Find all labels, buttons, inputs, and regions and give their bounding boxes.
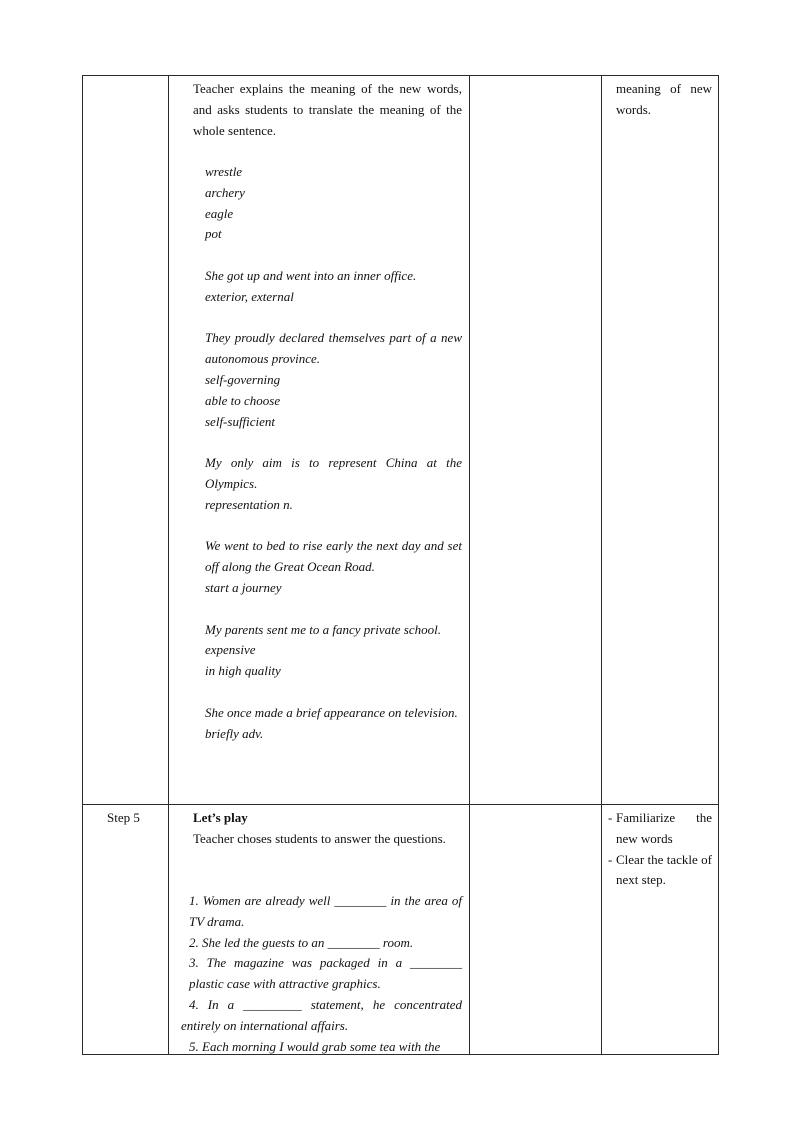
row1-intro: Teacher explains the meaning of the new words, and asks students to translate the meaning of the whole sentence. bbox=[193, 81, 462, 138]
example-sentence: My parents sent me to a fancy private school. bbox=[205, 621, 441, 637]
row-divider bbox=[82, 804, 719, 805]
vocab-note: expensive bbox=[205, 642, 256, 658]
objective-item: - Familiarize the new words bbox=[608, 810, 712, 846]
vocab-note: self-governing bbox=[205, 371, 281, 387]
objective-item: - Clear the tackle of next step. bbox=[608, 851, 712, 888]
question-item: 2. She led the guests to an ________ room. bbox=[189, 934, 414, 950]
row1-objective-text: meaning of new words. bbox=[616, 81, 712, 117]
table-top-border bbox=[82, 75, 719, 76]
row2-step-cell bbox=[83, 805, 168, 1054]
vocab-note: in high quality bbox=[205, 663, 281, 679]
row1-activity-cell bbox=[169, 79, 469, 803]
vocab-group-4 bbox=[205, 453, 462, 515]
vocab-group-6 bbox=[205, 620, 462, 682]
vocab-note: briefly adv. bbox=[205, 725, 264, 741]
example-sentence: My only aim is to represent China at the Olympics. bbox=[205, 455, 462, 491]
objective-list bbox=[602, 808, 712, 891]
row2-activity-cell bbox=[169, 808, 469, 1054]
vocab-group-1 bbox=[205, 162, 462, 245]
table-right-border bbox=[718, 75, 719, 1055]
question-item: 3. The magazine was packaged in a ________ plastic case with attractive graphics. bbox=[189, 955, 462, 992]
row2-objective-cell bbox=[602, 808, 718, 1054]
objective-text: Familiarize the new words bbox=[616, 810, 712, 846]
vocab-word: eagle bbox=[205, 205, 234, 221]
example-sentence: They proudly declared themselves part of a new autonomous province. bbox=[205, 330, 462, 367]
vocab-word: pot bbox=[205, 226, 222, 242]
vocab-block bbox=[205, 162, 462, 744]
objective-text: Clear the tackle of next step. bbox=[616, 851, 712, 888]
vocab-group-3 bbox=[205, 328, 462, 432]
row1-col3-cell bbox=[470, 76, 601, 804]
question-item: 4. In a _________ statement, he concentrated entirely on international affairs. bbox=[181, 996, 462, 1033]
example-sentence: She once made a brief appearance on television. bbox=[205, 704, 458, 720]
row1-objective-cell bbox=[602, 79, 718, 803]
vocab-group-2 bbox=[205, 266, 462, 308]
row2-col3-cell bbox=[470, 805, 601, 1054]
vocab-word: archery bbox=[205, 184, 245, 200]
vocab-note: start a journey bbox=[205, 579, 282, 595]
row2-intro: Teacher choses students to answer the questions. bbox=[193, 831, 446, 846]
vocab-note: able to choose bbox=[205, 392, 281, 408]
question-list bbox=[181, 891, 462, 1054]
example-sentence: We went to bed to rise early the next day and set off along the Great Ocean Road. bbox=[205, 538, 462, 575]
example-sentence: She got up and went into an inner office. bbox=[205, 267, 417, 283]
vocab-note: exterior, external bbox=[205, 288, 294, 304]
table-bottom-border bbox=[82, 1054, 719, 1055]
vocab-group-7 bbox=[205, 703, 462, 745]
question-item: 1. Women are already well ________ in the area of TV drama. bbox=[189, 893, 462, 929]
vocab-note: representation n. bbox=[205, 496, 293, 512]
vocab-note: self-sufficient bbox=[205, 413, 276, 429]
vocab-group-5 bbox=[205, 536, 462, 598]
step-label: Step 5 bbox=[107, 810, 140, 825]
vocab-word: wrestle bbox=[205, 164, 243, 179]
row1-col1-cell bbox=[83, 76, 168, 804]
activity-heading: Let’s play bbox=[193, 810, 248, 825]
question-item: 5. Each morning I would grab some tea with the bbox=[189, 1038, 441, 1054]
